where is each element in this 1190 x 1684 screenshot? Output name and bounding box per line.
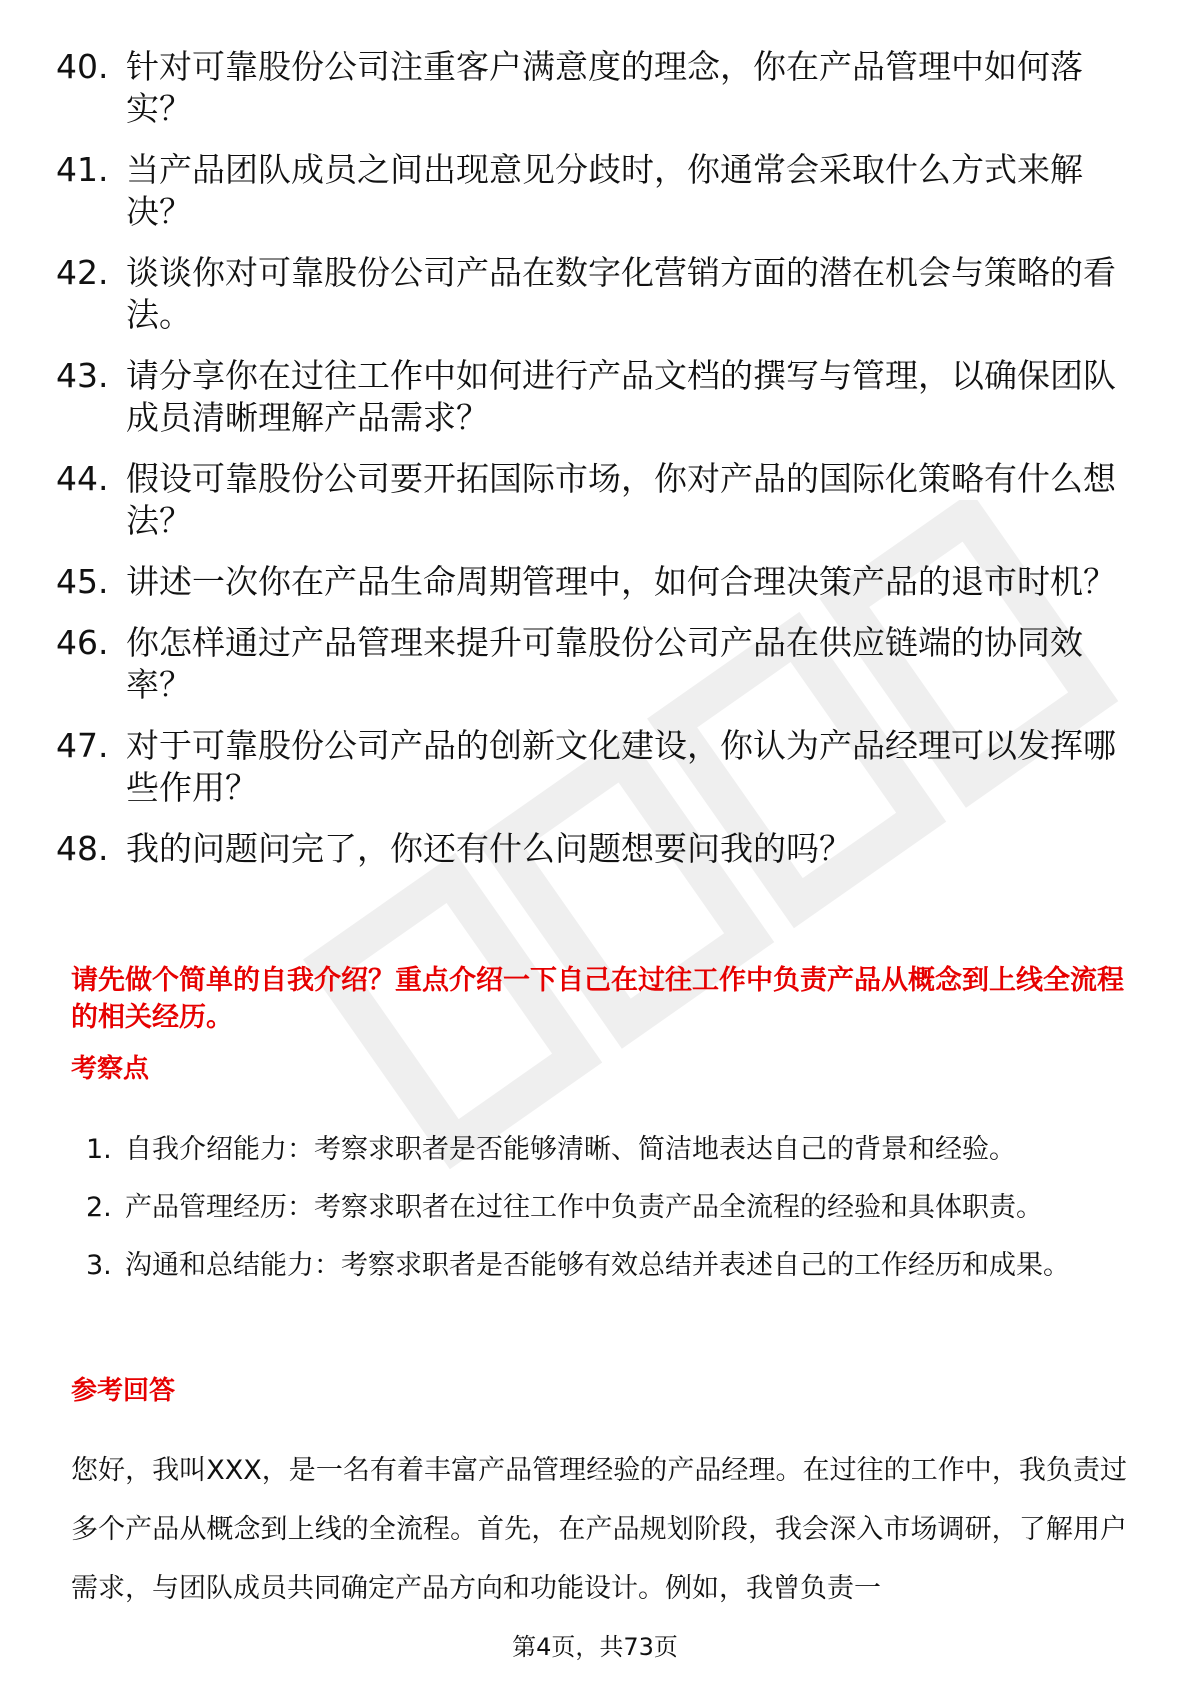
question-number: 48. <box>56 829 109 868</box>
question-item <box>56 828 1126 870</box>
question-number: 41. <box>56 150 109 189</box>
question-number: 40. <box>56 47 109 86</box>
question-number: 46. <box>56 623 109 662</box>
question-number: 47. <box>56 726 109 765</box>
question-text: 我的问题问完了，你还有什么问题想要问我的吗？ <box>126 829 852 868</box>
inspection-point <box>86 1121 1126 1179</box>
inspection-point-list <box>86 1121 1126 1295</box>
question-number: 43. <box>56 356 109 395</box>
question-text: 对于可靠股份公司产品的创新文化建设，你认为产品经理可以发挥哪些作用？ <box>126 726 1116 807</box>
inspection-point <box>86 1179 1126 1237</box>
reference-heading: 参考回答 <box>71 1376 176 1406</box>
point-text: 产品管理经历：考察求职者在过往工作中负责产品全流程的经验和具体职责。 <box>125 1192 1043 1223</box>
point-text: 沟通和总结能力：考察求职者是否能够有效总结并表述自己的工作经历和成果。 <box>125 1250 1070 1281</box>
question-item <box>56 725 1126 809</box>
question-item <box>56 252 1126 336</box>
point-number: 3. <box>86 1250 112 1281</box>
question-item <box>56 458 1126 542</box>
question-text: 讲述一次你在产品生命周期管理中，如何合理决策产品的退市时机？ <box>126 562 1116 601</box>
question-text: 你怎样通过产品管理来提升可靠股份公司产品在供应链端的协同效率？ <box>126 623 1083 704</box>
page-footer: 第4页，共73页 <box>512 1633 678 1661</box>
question-text: 谈谈你对可靠股份公司产品在数字化营销方面的潜在机会与策略的看法。 <box>126 253 1116 334</box>
question-item <box>56 561 1126 603</box>
point-number: 2. <box>86 1192 112 1223</box>
reference-answer: 您好，我叫XXX，是一名有着丰富产品管理经验的产品经理。在过往的工作中，我负责过多个产品从概念到上线的全流程。首先，在产品规划阶段，我会深入市场调研，了解用户需求，与团队成员共同确定产品方向和功能设计。例如，我曾负责一 <box>71 1455 1127 1604</box>
question-item <box>56 46 1126 130</box>
question-number: 42. <box>56 253 109 292</box>
question-number: 45. <box>56 562 109 601</box>
question-list <box>56 46 1126 889</box>
point-text: 自我介绍能力：考察求职者是否能够清晰、简洁地表达自己的背景和经验。 <box>125 1134 1016 1165</box>
question-text: 针对可靠股份公司注重客户满意度的理念，你在产品管理中如何落实？ <box>126 47 1083 128</box>
question-item <box>56 622 1126 706</box>
question-text: 当产品团队成员之间出现意见分歧时，你通常会采取什么方式来解决？ <box>126 150 1083 231</box>
question-text: 请分享你在过往工作中如何进行产品文档的撰写与管理，以确保团队成员清晰理解产品需求？ <box>126 356 1116 437</box>
point-number: 1. <box>86 1134 112 1165</box>
inspection-point <box>86 1237 1126 1295</box>
inspection-heading: 考察点 <box>71 1054 150 1084</box>
question-item <box>56 355 1126 439</box>
question-text: 假设可靠股份公司要开拓国际市场，你对产品的国际化策略有什么想法？ <box>126 459 1116 540</box>
highlight-question: 请先做个简单的自我介绍？重点介绍一下自己在过往工作中负责产品从概念到上线全流程的相关经历。 <box>71 965 1124 1033</box>
question-number: 44. <box>56 459 109 498</box>
question-item <box>56 149 1126 233</box>
